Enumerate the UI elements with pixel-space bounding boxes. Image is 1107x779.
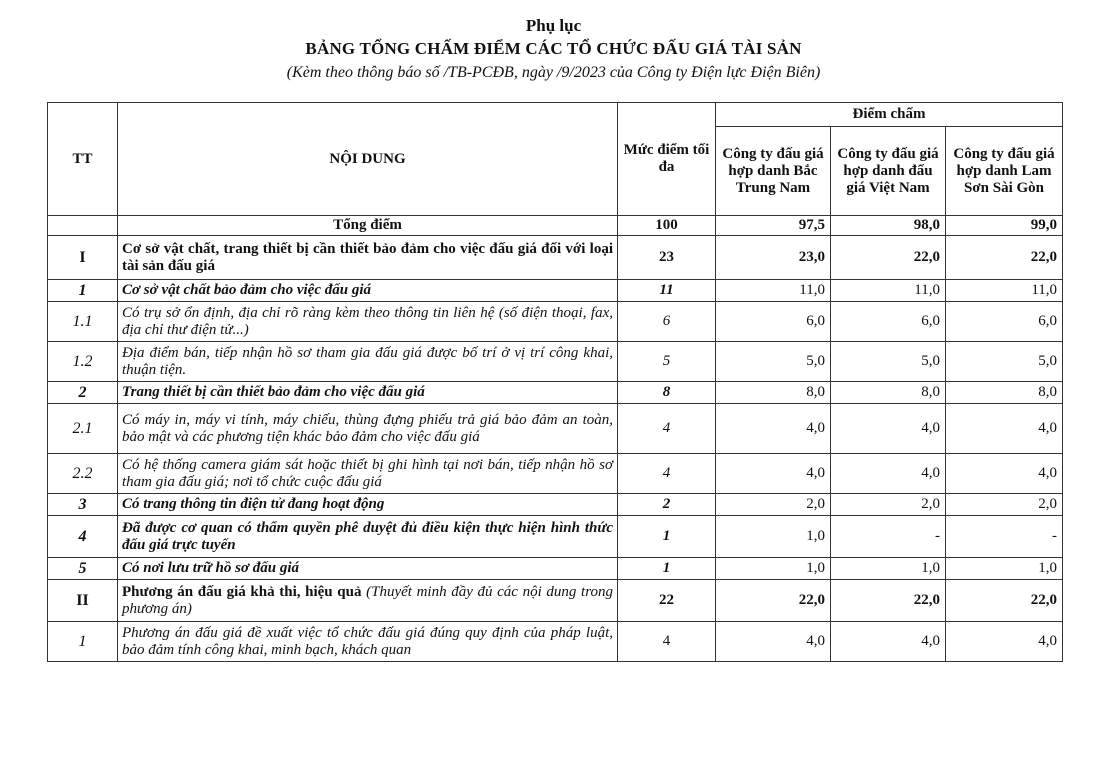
section-title: Phương án đấu giá khả thi, hiệu quả xyxy=(122,583,362,600)
appendix-label: Phụ lục xyxy=(525,16,582,35)
total-score-1: 97,5 xyxy=(716,216,831,236)
total-score-3: 99,0 xyxy=(946,216,1063,236)
section-note: (Thuyết minh đầy đủ các nội dung trong phương án) xyxy=(122,583,613,617)
header-max-score: Mức điểm tối đa xyxy=(618,103,716,216)
table-row: 2 Trang thiết bị cần thiết bảo đảm cho việc đấu giá 8 8,0 8,0 8,0 xyxy=(48,382,1063,404)
scoring-table xyxy=(47,102,1063,662)
document-subtitle: (Kèm theo thông báo số /TB-PCĐB, ngày /9/2023 của Công ty Điện lực Điện Biên) xyxy=(286,64,821,81)
table-row: 1.1 Có trụ sở ổn định, địa chỉ rõ ràng kèm theo thông tin liên hệ (số điện thoại, fax, địa chỉ thư điện tử...) 6 6,0 6,0 6,0 xyxy=(48,302,1063,342)
table-row: 5 Có nơi lưu trữ hồ sơ đấu giá 1 1,0 1,0 1,0 xyxy=(48,558,1063,580)
table-row: II Phương án đấu giá khả thi, hiệu quả (Thuyết minh đầy đủ các nội dung trong phương án) 22 22,0 22,0 22,0 xyxy=(48,580,1063,622)
header-score-group: Điểm chấm xyxy=(716,103,1063,127)
header-company-3: Công ty đấu giá hợp danh Lam Sơn Sài Gòn xyxy=(946,127,1063,216)
table-row-total xyxy=(48,216,1063,236)
table-row: 2.2 Có hệ thống camera giám sát hoặc thiết bị ghi hình tại nơi bán, tiếp nhận hồ sơ tham gia đấu giá; nơi tổ chức cuộc đấu giá 4 4,0 4,0 4,0 xyxy=(48,454,1063,494)
table-row: I Cơ sở vật chất, trang thiết bị cần thiết bảo đảm cho việc đấu giá đối với loại tài sản đấu giá 23 23,0 22,0 22,0 xyxy=(48,236,1063,280)
header-company-2: Công ty đấu giá hợp danh đấu giá Việt Nam xyxy=(831,127,946,216)
table-row: 2.1 Có máy in, máy vi tính, máy chiếu, thùng đựng phiếu trả giá bảo đảm an toàn, bảo mật và các phương tiện khác bảo đảm cho việc đấu giá 4 4,0 4,0 4,0 xyxy=(48,404,1063,454)
total-max: 100 xyxy=(618,216,716,236)
header-tt: TT xyxy=(48,103,118,216)
table-row: 3 Có trang thông tin điện tử đang hoạt động 2 2,0 2,0 2,0 xyxy=(48,494,1063,516)
table-row: 1 Cơ sở vật chất bảo đảm cho việc đấu giá 11 11,0 11,0 11,0 xyxy=(48,280,1063,302)
total-score-2: 98,0 xyxy=(831,216,946,236)
header-company-1: Công ty đấu giá hợp danh Bắc Trung Nam xyxy=(716,127,831,216)
total-label: Tổng điểm xyxy=(118,216,618,236)
table-row: 1 Phương án đấu giá đề xuất việc tổ chức đấu giá đúng quy định của pháp luật, bảo đảm tính công khai, minh bạch, khách quan 4 4,0 4,0 4,0 xyxy=(48,622,1063,662)
document-title: BẢNG TỔNG CHẤM ĐIỂM CÁC TỔ CHỨC ĐẤU GIÁ TÀI SẢN xyxy=(305,39,802,58)
table-row: 1.2 Địa điểm bán, tiếp nhận hồ sơ tham gia đấu giá được bố trí ở vị trí công khai, thuận tiện. 5 5,0 5,0 5,0 xyxy=(48,342,1063,382)
header-content: NỘI DUNG xyxy=(118,103,618,216)
table-row: 4 Đã được cơ quan có thẩm quyền phê duyệt đủ điều kiện thực hiện hình thức đấu giá trực tuyến 1 1,0 - - xyxy=(48,516,1063,558)
